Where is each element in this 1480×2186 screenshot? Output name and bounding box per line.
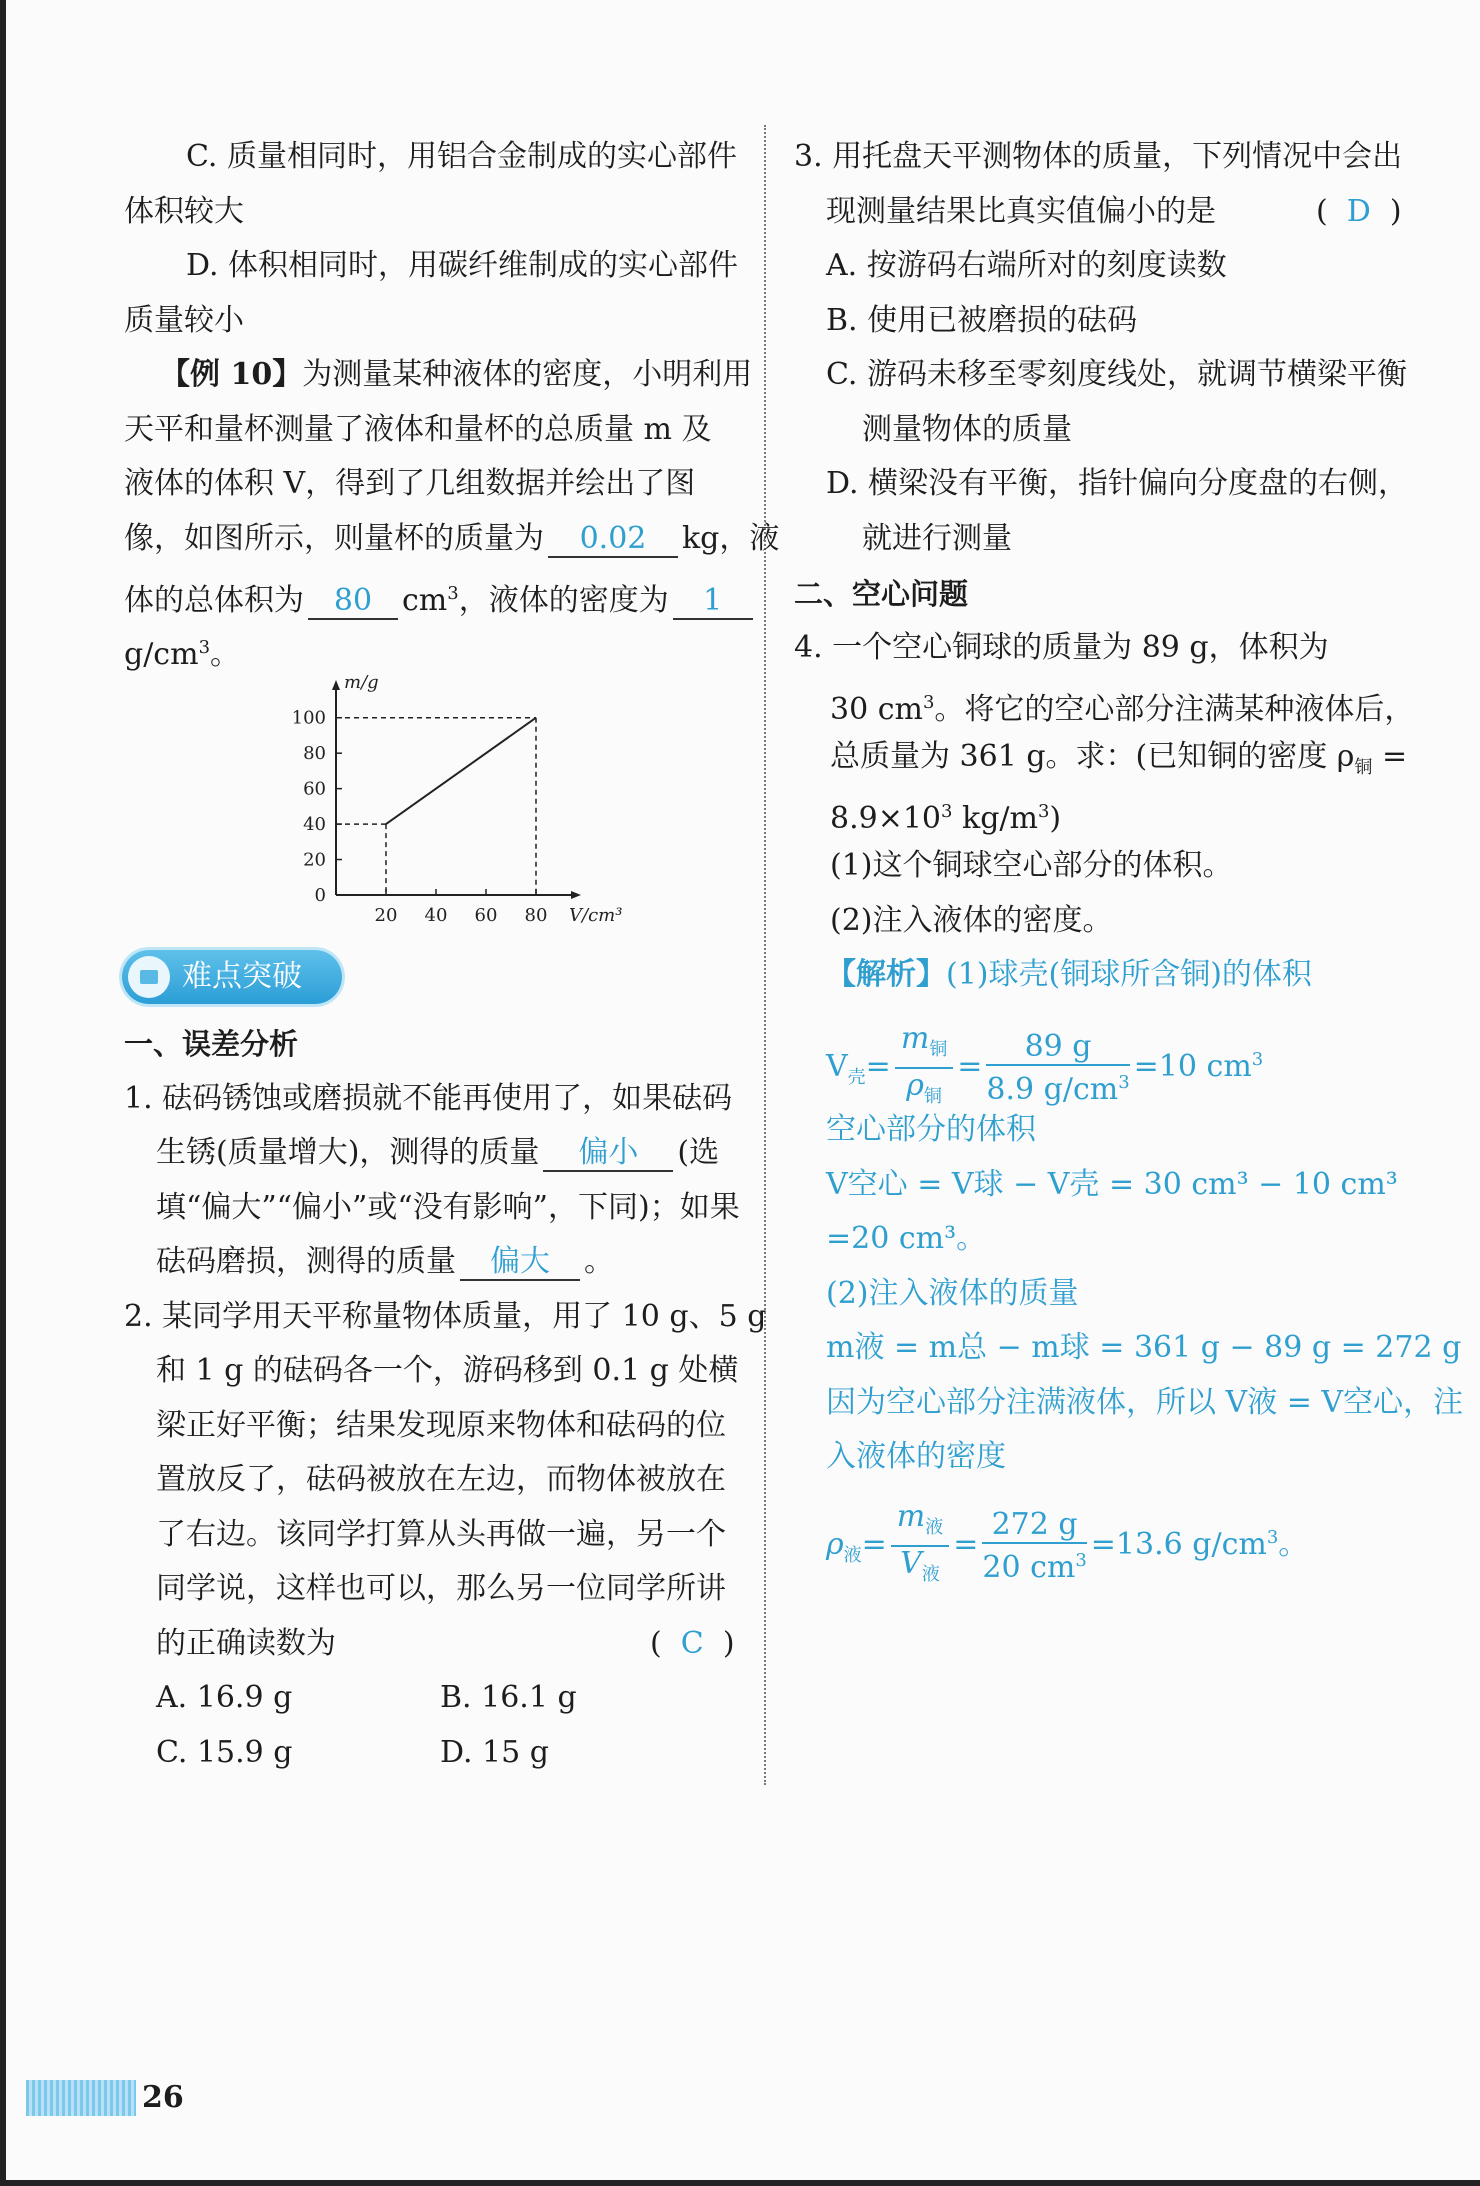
y-axis-arrow <box>332 680 340 690</box>
q2-line2: 和 1 g 的砝码各一个，游码移到 0.1 g 处横 <box>156 1353 739 1388</box>
q3-option-d-line1: D. 横梁没有平衡，指针偏向分度盘的右侧， <box>826 466 1409 501</box>
option-c-line2: 体积较大 <box>124 194 244 229</box>
solution-tag: 【解析】 <box>826 957 946 992</box>
q2-answer: C <box>680 1626 704 1661</box>
section-heading-error-analysis: 一、误差分析 <box>124 1027 299 1061</box>
solution-line6: (2)注入液体的质量 <box>826 1276 1079 1311</box>
q3-option-c-line2: 测量物体的质量 <box>862 412 1072 447</box>
x-tick-label: 20 <box>374 905 398 926</box>
y-axis-label: m/g <box>344 672 379 693</box>
q3-line1: 3. 用托盘天平测物体的质量，下列情况中会出 <box>794 139 1403 174</box>
q2-line1: 2. 某同学用天平称量物体质量，用了 10 g、5 g <box>124 1299 767 1334</box>
answer-worn-weight: 偏大 <box>460 1245 580 1281</box>
solution-shell-volume-formula: $V_壳=$ $\frac{m_铜}{\rho_铜}$ = $\frac{89 g}{8.9 g/cm^3}$ =10 $cm^3$ <box>826 1021 1264 1107</box>
solution-line5: =20 cm³。 <box>826 1221 987 1256</box>
y-tick-label: 20 <box>303 849 326 871</box>
book-icon <box>128 956 170 998</box>
q1-line4: 砝码磨损，测得的质量 偏大 。 <box>156 1244 614 1279</box>
x-tick-label: 80 <box>524 905 548 926</box>
q3-option-d-line2: 就进行测量 <box>862 521 1012 556</box>
solution-liquid-density-formula: $\rho_液=$ $\frac{m_液}{V_液}$ = $\frac{272 g}{20 cm^3}$ =13.6 $g/cm^3$。 <box>826 1499 1309 1585</box>
q3-option-c-line1: C. 游码未移至零刻度线处，就调节横梁平衡 <box>826 357 1407 392</box>
q4-line2: 30 $cm^3$。将它的空心部分注满某种液体后， <box>830 692 1415 727</box>
q2-option-d: D. 15 g <box>440 1735 549 1770</box>
q3-option-b: B. 使用已被磨损的砝码 <box>826 303 1138 338</box>
y-tick-label: 60 <box>303 778 326 800</box>
q2-option-c: C. 15.9 g <box>156 1735 293 1770</box>
badge-label: 难点突破 <box>182 959 302 994</box>
q1-line3: 填“偏大”“偏小”或“没有影响”，下同)；如果 <box>156 1190 740 1225</box>
x-tick-label: 60 <box>474 905 498 926</box>
solution-line1: 【解析】(1)球壳(铜球所含铜)的体积 <box>826 957 1312 992</box>
answer-cup-mass: 0.02 <box>548 522 678 558</box>
example10-line1: 【例 10】为测量某种液体的密度，小明利用 <box>160 357 753 392</box>
q4-line1: 4. 一个空心铜球的质量为 89 g，体积为 <box>794 630 1329 665</box>
example10-line6: $g/cm^3$。 <box>124 637 241 672</box>
q2-answer-bracket: ( C ) <box>650 1626 735 1661</box>
q3-line2: 现测量结果比真实值偏小的是 <box>826 194 1216 229</box>
q3-answer: D <box>1346 194 1371 229</box>
x-axis-arrow <box>571 891 581 899</box>
solution-line7: m液 = m总 − m球 = 361 g − 89 g = 272 g <box>826 1330 1462 1365</box>
mass-volume-chart <box>280 672 623 930</box>
solution-line4: V空心 = V球 − V壳 = 30 cm³ − 10 cm³ <box>826 1167 1398 1202</box>
q2-line3: 梁正好平衡；结果发现原来物体和砝码的位 <box>156 1408 726 1443</box>
answer-total-volume: 80 <box>308 584 398 620</box>
q2-line7: 的正确读数为 <box>156 1626 336 1661</box>
q1-line1: 1. 砝码锈蚀或磨损就不能再使用了，如果砝码 <box>124 1081 733 1116</box>
q3-option-a: A. 按游码右端所对的刻度读数 <box>826 248 1227 283</box>
example10-line5: 体的总体积为 80 $cm^3$，液体的密度为 1 <box>124 574 757 621</box>
y-tick-label: 80 <box>303 743 326 765</box>
page-bottom-edge <box>0 2180 1480 2186</box>
x-tick-label: 40 <box>424 905 448 926</box>
solution-line8: 因为空心部分注满液体，所以 V液 = V空心，注 <box>826 1385 1464 1420</box>
difficulty-badge <box>122 950 342 1004</box>
q4-line4: $8.9\times 10^3$ $kg/m^3$) <box>830 801 1062 836</box>
q4-line3: 总质量为 361 g。求：(已知铜的密度 $\rho_铜$ = <box>830 739 1408 778</box>
option-d-line1: D. 体积相同时，用碳纤维制成的实心部件 <box>186 248 739 283</box>
q2-line5: 了右边。该同学打算从头再做一遍，另一个 <box>156 1517 726 1552</box>
example10-line3: 液体的体积 V，得到了几组数据并绘出了图 <box>124 466 696 501</box>
footer-band <box>26 2080 136 2116</box>
q4-sub2: (2)注入液体的密度。 <box>830 903 1113 938</box>
series-line <box>386 718 536 824</box>
q4-sub1: (1)这个铜球空心部分的体积。 <box>830 848 1233 883</box>
section-heading-hollow: 二、空心问题 <box>794 577 969 611</box>
option-d-line2: 质量较小 <box>124 303 244 338</box>
page-left-edge <box>0 0 6 2186</box>
column-divider <box>764 125 766 1785</box>
y-tick-label: 0 <box>314 885 326 906</box>
solution-line3: 空心部分的体积 <box>826 1112 1036 1147</box>
q1-line2: 生锈(质量增大)，测得的质量 偏小 (选 <box>156 1135 720 1170</box>
q3-answer-bracket: ( D ) <box>1316 194 1402 229</box>
example10-line2: 天平和量杯测量了液体和量杯的总质量 m 及 <box>124 412 712 447</box>
y-tick-label: 40 <box>303 814 326 836</box>
example10-line4: 像，如图所示，则量杯的质量为 0.02 kg，液 <box>124 521 780 556</box>
q2-option-b: B. 16.1 g <box>440 1680 577 1715</box>
example10-tag: 【例 10】 <box>160 357 303 392</box>
answer-rusted-weight: 偏小 <box>543 1136 673 1172</box>
y-tick-label: 100 <box>291 707 326 729</box>
q2-line6: 同学说，这样也可以，那么另一位同学所讲 <box>156 1571 726 1606</box>
solution-line9: 入液体的密度 <box>826 1439 1006 1474</box>
q2-option-a: A. 16.9 g <box>156 1680 293 1715</box>
q2-line4: 置放反了，砝码被放在左边，而物体被放在 <box>156 1462 726 1497</box>
answer-density: 1 <box>673 584 753 620</box>
page-number: 26 <box>142 2080 184 2115</box>
option-c-line1: C. 质量相同时，用铝合金制成的实心部件 <box>186 139 737 174</box>
x-axis-label: V/cm³ <box>569 905 623 926</box>
